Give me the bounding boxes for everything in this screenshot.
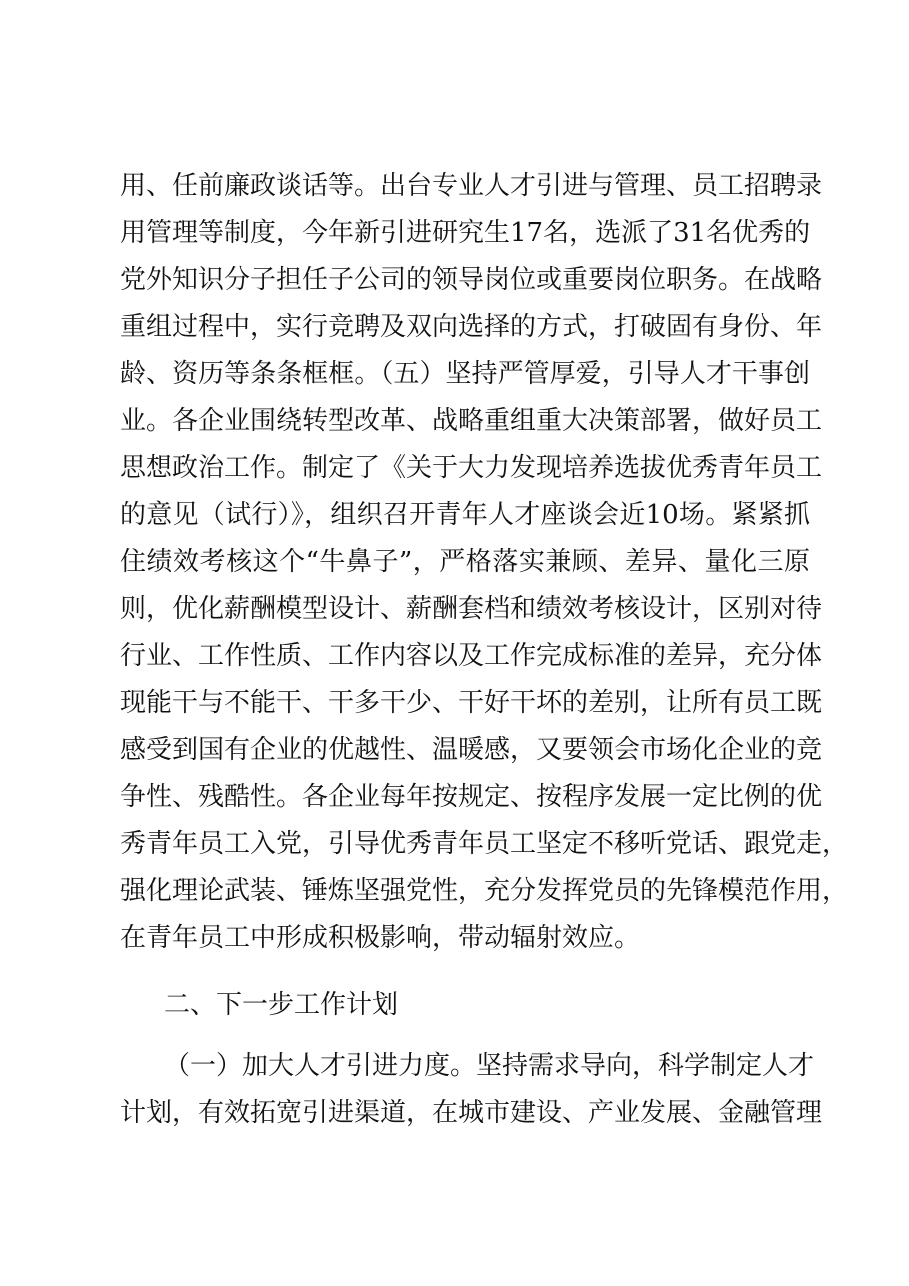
paragraph-line: 则，优化薪酬模型设计、薪酬套档和绩效考核设计，区别对待 (120, 594, 823, 624)
paragraph-line: 党外知识分子担任子公司的领导岗位或重要岗位职务。在战略 (120, 265, 823, 295)
paragraph-line: 秀青年员工入党，引导优秀青年员工坚定不移听党话、跟党走， (120, 829, 849, 859)
paragraph-line: 思想政治工作。制定了《关于大力发现培养选拔优秀青年员工 (120, 453, 823, 483)
paragraph-line: 计划，有效拓宽引进渠道，在城市建设、产业发展、金融管理 (120, 1098, 823, 1128)
paragraph-line: 感受到国有企业的优越性、温暖感，又要领会市场化企业的竞 (120, 735, 823, 765)
paragraph-line: 住绩效考核这个“牛鼻子”，严格落实兼顾、差异、量化三原 (120, 547, 810, 577)
paragraph-line: 争性、残酷性。各企业每年按规定、按程序发展一定比例的优 (120, 782, 823, 812)
paragraph-line: 用管理等制度，今年新引进研究生17名，选派了31名优秀的 (120, 218, 811, 248)
paragraph-line: 的意见（试行）》，组织召开青年人才座谈会近10场。紧紧抓 (120, 500, 810, 530)
paragraph-line: 行业、工作性质、工作内容以及工作完成标准的差异，充分体 (120, 641, 823, 671)
paragraph-line: 重组过程中，实行竞聘及双向选择的方式，打破固有身份、年 (120, 312, 823, 342)
paragraph-line: （一）加大人才引进力度。坚持需求导向，科学制定人才 (164, 1051, 815, 1081)
paragraph-line: 现能干与不能干、干多干少、干好干坏的差别，让所有员工既 (120, 688, 823, 718)
section-heading: 二、下一步工作计划 (164, 990, 399, 1020)
paragraph-line: 在青年员工中形成积极影响，带动辐射效应。 (120, 923, 641, 953)
paragraph-line: 龄、资历等条条框框。（五）坚持严管厚爱，引导人才干事创 (120, 359, 810, 389)
paragraph-line: 强化理论武装、锤炼坚强党性，充分发挥党员的先锋模范作用， (120, 876, 849, 906)
paragraph-line: 用、任前廉政谈话等。出台专业人才引进与管理、员工招聘录 (120, 171, 823, 201)
paragraph-line: 业。各企业围绕转型改革、战略重组重大决策部署，做好员工 (120, 406, 823, 436)
